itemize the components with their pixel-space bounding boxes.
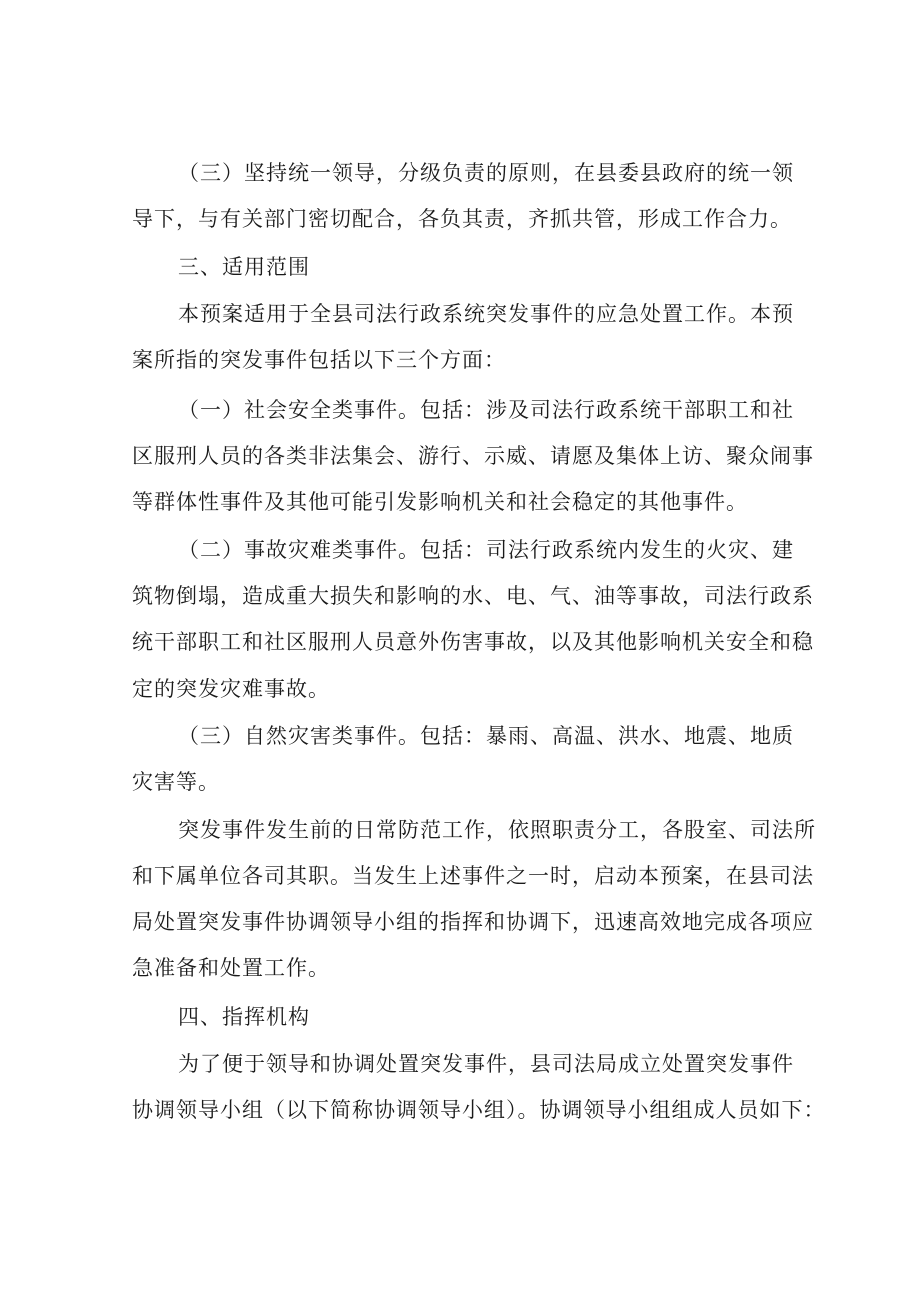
section-heading: 四、指挥机构 <box>178 1005 310 1029</box>
text-line: 案所指的突发事件包括以下三个方面： <box>132 348 506 372</box>
text-line: 为了便于领导和协调处置突发事件，县司法局成立处置突发事件 <box>178 1052 794 1076</box>
text-line: 局处置突发事件协调领导小组的指挥和协调下，迅速高效地完成各项应 <box>132 910 814 934</box>
text-line: 导下，与有关部门密切配合，各负其责，齐抓共管，形成工作合力。 <box>132 207 792 231</box>
text-line: 统干部职工和社区服刑人员意外伤害事故，以及其他影响机关安全和稳 <box>132 630 814 654</box>
text-line: （一）社会安全类事件。包括：涉及司法行政系统干部职工和社 <box>178 398 794 422</box>
text-line: 区服刑人员的各类非法集会、游行、示威、请愿及集体上访、聚众闹事 <box>132 444 814 468</box>
text-line: 突发事件发生前的日常防范工作，依照职责分工，各股室、司法所 <box>178 818 816 842</box>
text-line: 筑物倒塌，造成重大损失和影响的水、电、气、油等事故，司法行政系 <box>132 584 814 608</box>
text-line: 协调领导小组（以下简称协调领导小组）。协调领导小组组成人员如下： <box>132 1098 826 1122</box>
text-line: 等群体性事件及其他可能引发影响机关和社会稳定的其他事件。 <box>132 490 748 514</box>
section-heading: 三、适用范围 <box>178 255 310 279</box>
text-line: 灾害等。 <box>132 770 220 794</box>
text-line: 急准备和处置工作。 <box>132 956 330 980</box>
text-line: 和下属单位各司其职。当发生上述事件之一时，启动本预案，在县司法 <box>132 864 814 888</box>
text-line: 本预案适用于全县司法行政系统突发事件的应急处置工作。本预 <box>178 302 794 326</box>
text-line: （三）自然灾害类事件。包括：暴雨、高温、洪水、地震、地质 <box>178 724 794 748</box>
text-line: （三）坚持统一领导，分级负责的原则，在县委县政府的统一领 <box>178 161 794 185</box>
text-line: 定的突发灾难事故。 <box>132 677 330 701</box>
text-line: （二）事故灾难类事件。包括：司法行政系统内发生的火灾、建 <box>178 538 794 562</box>
